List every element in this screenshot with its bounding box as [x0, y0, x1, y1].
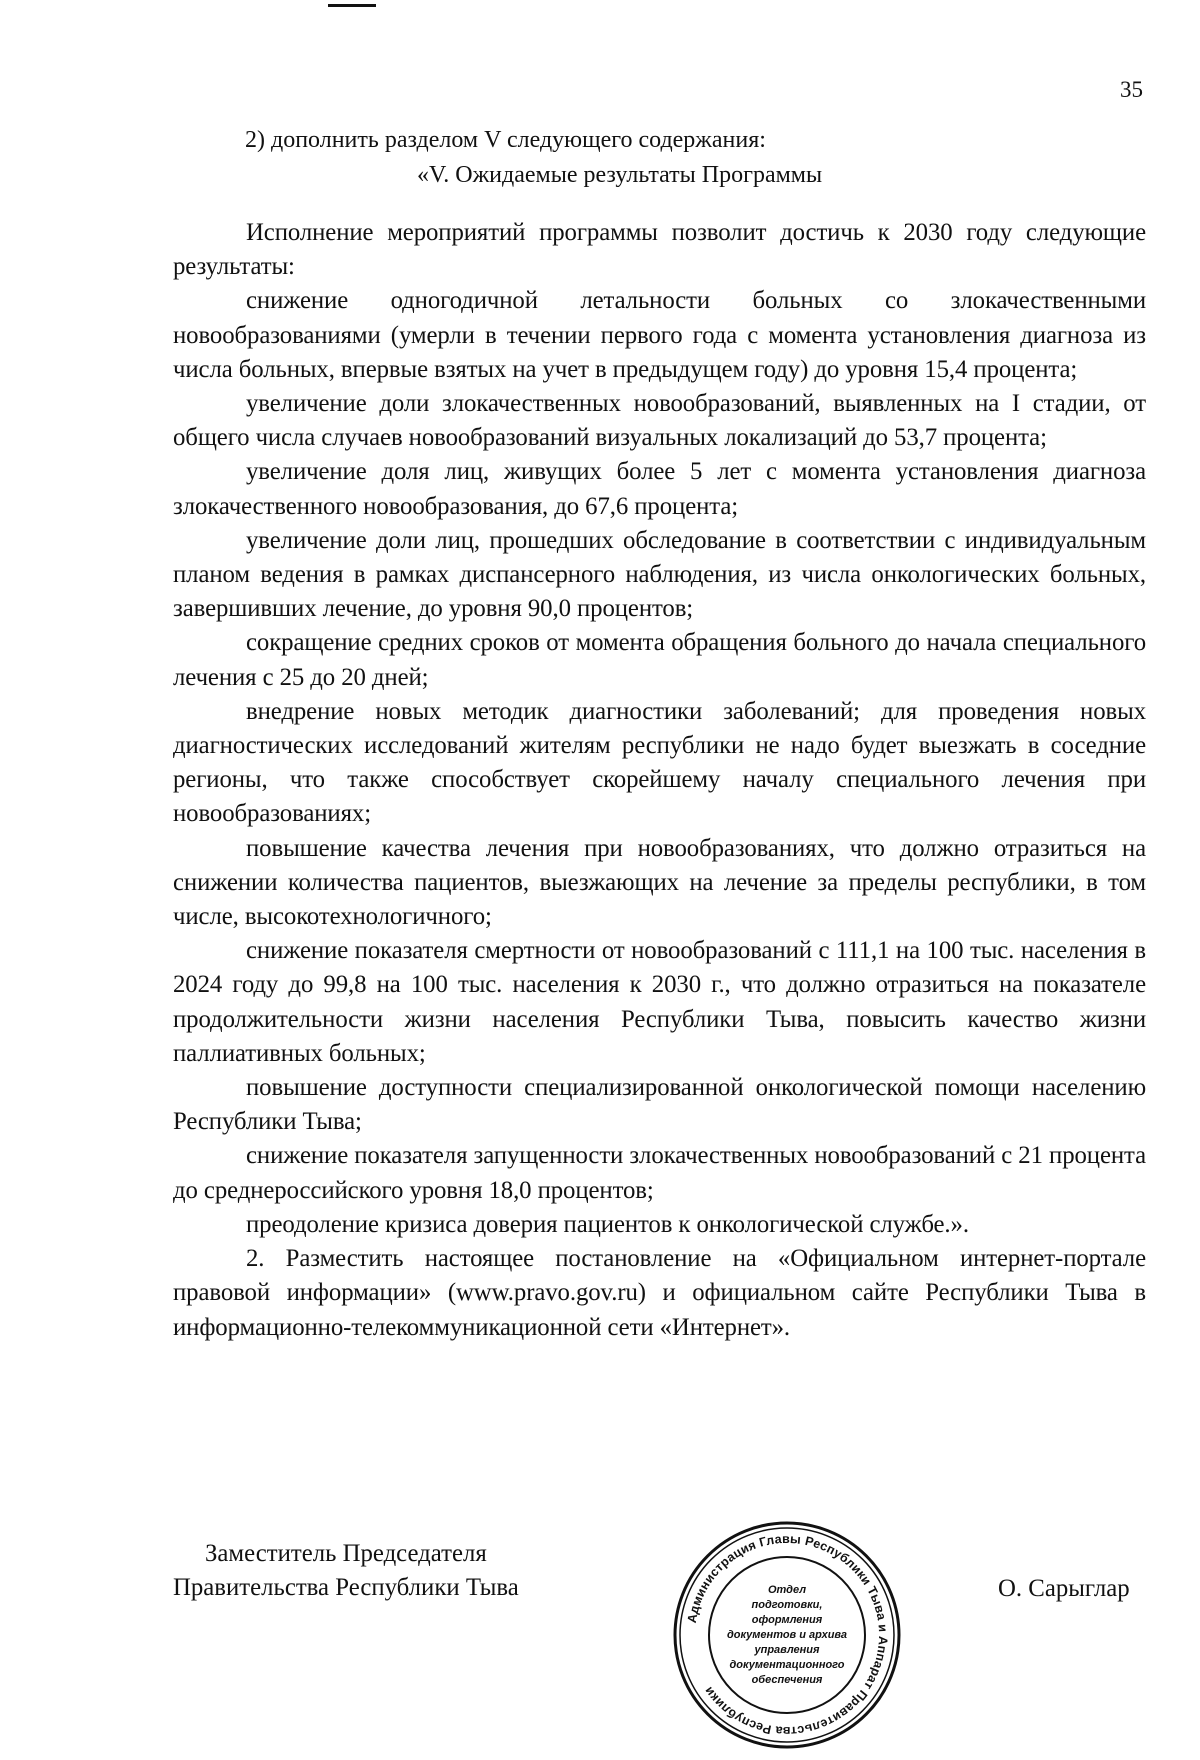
paragraph-result-4: увеличение доли лиц, прошедших обследование в соответствии с индивидуальным планом ведения в рамках диспансерного наблюдения, из числа онкологических больных, завершивших лечение, до уровня 90,0 процентов;: [173, 526, 1146, 623]
seal-center-line-4: документов и архива: [726, 1629, 848, 1641]
seal-center-line-7: обеспечения: [751, 1674, 823, 1686]
seal-center-line-5: управления: [754, 1644, 820, 1656]
seal-center-line-6: документационного: [729, 1659, 845, 1671]
document-body: [173, 216, 1146, 1345]
seal-center-line-1: Отдел: [767, 1584, 807, 1596]
amendment-intro-line: 2) дополнить разделом V следующего содержания:: [245, 127, 766, 153]
seal-center-line-2: подготовки,: [751, 1599, 823, 1611]
paragraph-result-5: сокращение средних сроков от момента обращения больного до начала специального лечения с 25 до 20 дней;: [173, 629, 1146, 691]
seal-graphic: [667, 1515, 907, 1755]
seal-ring-text: Администрация Главы Республики Тыва и Аппарат Правительства Республики: [684, 1531, 891, 1739]
paragraph-result-1: снижение одногодичной летальности больных со злокачественными новообразованиями (умерли в течении первого года с момента установления диагноза из числа больных, впервые взятых на учет в предыдущем году) до уровня 15,4 процента;: [173, 287, 1146, 383]
signer-position: [173, 1537, 519, 1605]
paragraph-result-3: увеличение доля лиц, живущих более 5 лет с момента установления диагноза злокачественного новообразования, до 67,6 процента;: [173, 458, 1146, 520]
page-number: 35: [1120, 77, 1143, 102]
paragraph-result-6: внедрение новых методик диагностики заболеваний; для проведения новых диагностических исследований жителям республики не надо будет выезжать в соседние регионы, что также способствует скорейшему началу специального лечения при новообразованиях;: [173, 697, 1146, 828]
paragraph-result-9: повышение доступности специализированной онкологической помощи населению Республики Тыва;: [173, 1074, 1146, 1136]
signer-position-line-1: Заместитель Председателя: [205, 1540, 487, 1567]
paragraph-publication: 2. Разместить настоящее постановление на «Официальном интернет-портале правовой информации» (www.pravo.gov.ru) и официальном сайте Республики Тыва в информационно-телекоммуникационной сети «Интернет».: [173, 1245, 1146, 1341]
paragraph-result-2: увеличение доли злокачественных новообразований, выявленных на I стадии, от общего числа случаев новообразований визуальных локализаций до 53,7 процента;: [173, 390, 1146, 452]
signer-position-line-2: Правительства Республики Тыва: [173, 1574, 519, 1601]
paragraph-result-10: снижение показателя запущенности злокачественных новообразований с 21 процента до среднероссийского уровня 18,0 процентов;: [173, 1142, 1146, 1204]
paragraph-result-11: преодоление кризиса доверия пациентов к онкологической службе.».: [246, 1210, 969, 1238]
paragraph-result-7: повышение качества лечения при новообразованиях, что должно отразиться на снижении количества пациентов, выезжающих на лечение за пределы республики, в том числе, высокотехнологичного;: [173, 834, 1146, 931]
signer-name: О. Сарыглар: [998, 1575, 1130, 1602]
seal-center-line-3: оформления: [751, 1614, 823, 1626]
paragraph-intro: Исполнение мероприятий программы позволит достичь к 2030 году следующие результаты:: [173, 219, 1146, 281]
paragraph-result-8: снижение показателя смертности от новообразований с 111,1 на 100 тыс. населения в 2024 году до 99,8 на 100 тыс. населения к 2030 г., что должно отразиться на показателе продолжительности жизни населения Республики Тыва, повысить качество жизни паллиативных больных;: [173, 937, 1146, 1067]
section-title: «V. Ожидаемые результаты Программы: [417, 162, 823, 188]
official-seal-stamp: [667, 1515, 907, 1755]
top-edge-mark: [328, 4, 376, 7]
